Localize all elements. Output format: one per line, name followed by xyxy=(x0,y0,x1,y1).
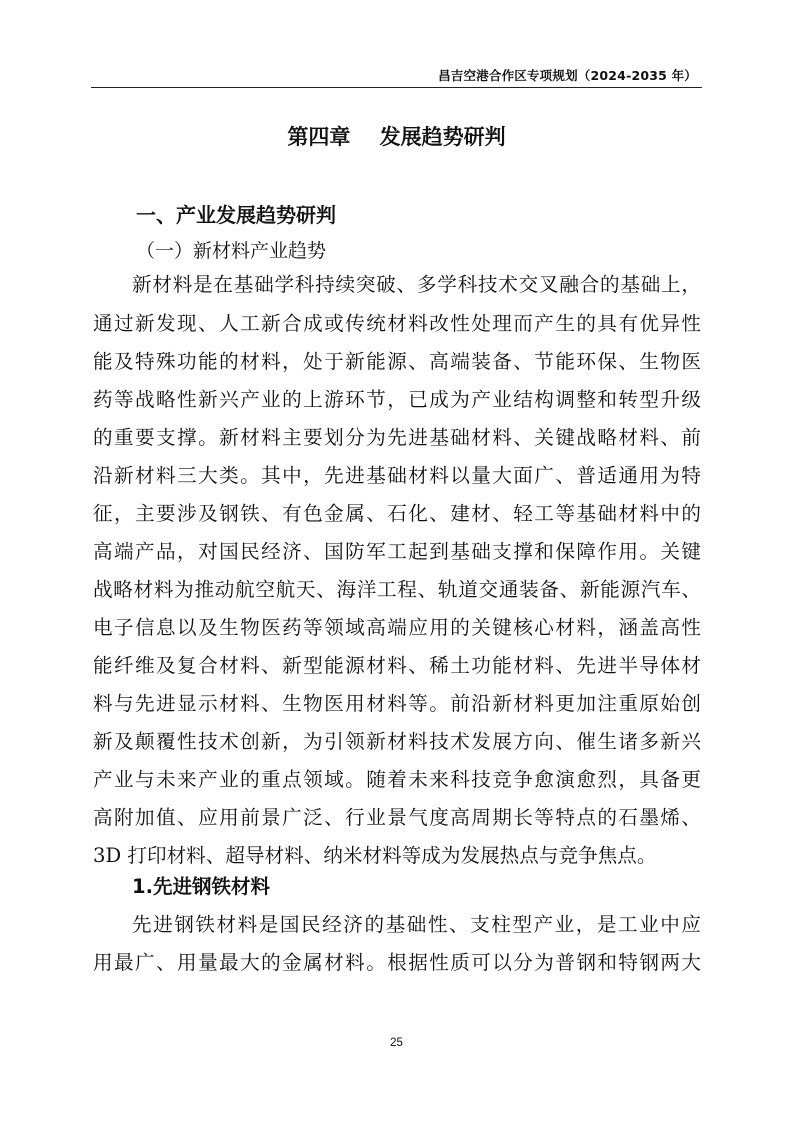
header-rule xyxy=(91,87,702,88)
paragraph-line: 新材料是在基础学科持续突破、多学科技术交叉融合的基础上， xyxy=(132,273,701,296)
running-header: 昌吉空港合作区专项规划（2024-2035 年） xyxy=(438,68,697,83)
paragraph-line: 的重要支撑。新材料主要划分为先进基础材料、关键战略材料、前 xyxy=(93,426,701,449)
paragraph-line: 战略材料为推动航空航天、海洋工程、轨道交通装备、新能源汽车、 xyxy=(93,578,701,601)
page-number: 25 xyxy=(390,1037,403,1049)
paragraph-line: 沿新材料三大类。其中，先进基础材料以量大面广、普适通用为特 xyxy=(93,464,701,487)
paragraph-line: 新及颠覆性技术创新，为引领新材料技术发展方向、催生诸多新兴 xyxy=(93,730,701,753)
paragraph-line: 用最广、用量最大的金属材料。根据性质可以分为普钢和特钢两大 xyxy=(93,951,701,974)
paragraph-line: 高附加值、应用前景广泛、行业景气度高周期长等特点的石墨烯、 xyxy=(93,806,701,829)
paragraph-line: 先进钢铁材料是国民经济的基础性、支柱型产业，是工业中应 xyxy=(132,913,701,936)
paragraph-line: 电子信息以及生物医药等领域高端应用的关键核心材料，涵盖高性 xyxy=(93,616,701,639)
item-title: 1.先进钢铁材料 xyxy=(132,875,270,898)
paragraph-line: 3D 打印材料、超导材料、纳米材料等成为发展热点与竞争焦点。 xyxy=(93,844,657,867)
paragraph-line: 高端产品，对国民经济、国防军工起到基础支撑和保障作用。关键 xyxy=(93,540,701,563)
section-title: 一、产业发展趋势研判 xyxy=(136,203,336,227)
paragraph-line: 能纤维及复合材料、新型能源材料、稀土功能材料、先进半导体材 xyxy=(93,654,701,677)
paragraph-line: 征，主要涉及钢铁、有色金属、石化、建材、轻工等基础材料中的 xyxy=(93,502,701,525)
paragraph-line: 能及特殊功能的材料，处于新能源、高端装备、节能环保、生物医 xyxy=(93,350,701,373)
paragraph-line: 料与先进显示材料、生物医用材料等。前沿新材料更加注重原始创 xyxy=(93,692,701,715)
chapter-title: 第四章 发展趋势研判 xyxy=(287,125,506,149)
subsection-title: （一）新材料产业趋势 xyxy=(136,240,327,262)
paragraph-line: 产业与未来产业的重点领域。随着未来科技竞争愈演愈烈，具备更 xyxy=(93,768,701,791)
paragraph-line: 通过新发现、人工新合成或传统材料改性处理而产生的具有优异性 xyxy=(93,312,701,335)
paragraph-line: 药等战略性新兴产业的上游环节，已成为产业结构调整和转型升级 xyxy=(93,388,701,411)
